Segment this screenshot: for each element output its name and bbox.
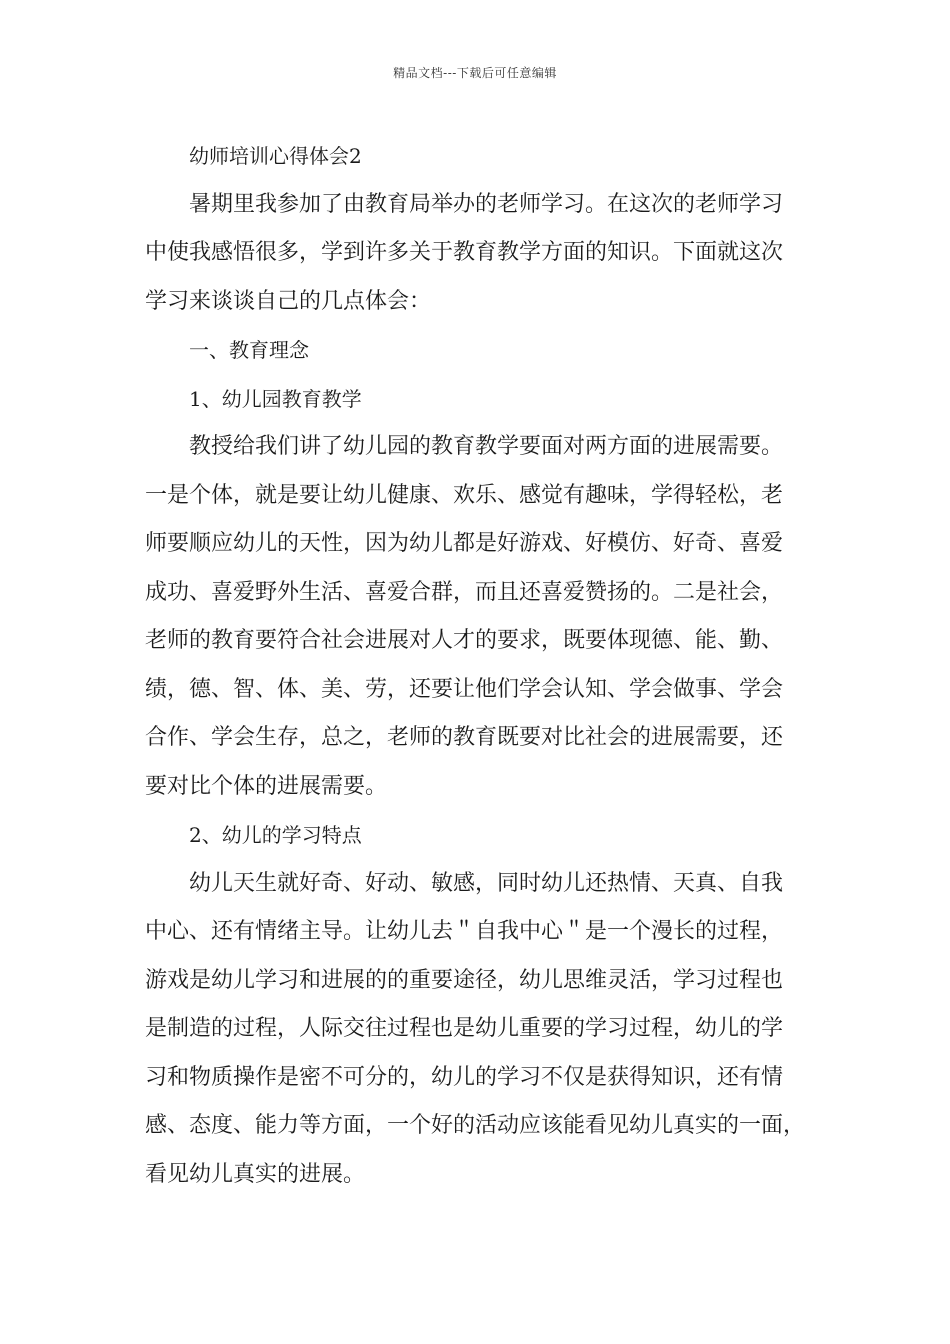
subsection-heading: 2、幼儿的学习特点 (189, 823, 362, 847)
paragraph-line: 感、态度、能力等方面，一个好的活动应该能看见幼儿真实的一面， (145, 1113, 806, 1138)
paragraph-line: 绩，德、智、体、美、劳，还要让他们学会认知、学会做事、学会 (145, 676, 784, 702)
paragraph-line: 看见幼儿真实的进展。 (145, 1161, 366, 1187)
paragraph-line: 老师的教育要符合社会进展对人才的要求，既要体现德、能、勤、 (145, 628, 784, 653)
paragraph-line: 中心、还有情绪主导。让幼儿去＂自我中心＂是一个漫长的过程， (145, 919, 784, 944)
intro-line: 中使我感悟很多，学到许多关于教育教学方面的知识。下面就这次 (145, 240, 784, 265)
subsection-heading: 1、幼儿园教育教学 (189, 386, 362, 411)
paragraph-line: 教授给我们讲了幼儿园的教育教学要面对两方面的进展需要。 (189, 434, 784, 459)
paragraph-line: 幼儿天生就好奇、好动、敏感，同时幼儿还热情、天真、自我 (189, 870, 784, 896)
document-title: 幼师培训心得体会2 (189, 144, 362, 168)
section-heading: 一、教育理念 (189, 338, 309, 362)
page-header: 精品文档---下载后可任意编辑 (393, 66, 557, 80)
paragraph-line: 一是个体，就是要让幼儿健康、欢乐、感觉有趣味，学得轻松，老 (145, 482, 784, 508)
paragraph-line: 要对比个体的进展需要。 (145, 773, 388, 799)
paragraph-line: 游戏是幼儿学习和进展的的重要途径，幼儿思维灵活，学习过程也 (145, 967, 784, 993)
document-body (145, 132, 825, 1199)
paragraph-line: 合作、学会生存，总之，老师的教育既要对比社会的进展需要，还 (145, 725, 784, 750)
paragraph-line: 是制造的过程，人际交往过程也是幼儿重要的学习过程，幼儿的学 (145, 1016, 784, 1041)
paragraph-line: 成功、喜爱野外生活、喜爱合群，而且还喜爱赞扬的。二是社会， (145, 579, 784, 605)
paragraph-line: 师要顺应幼儿的天性，因为幼儿都是好游戏、好模仿、好奇、喜爱 (145, 531, 784, 556)
paragraph-line: 习和物质操作是密不可分的，幼儿的学习不仅是获得知识，还有情 (145, 1064, 784, 1090)
intro-line: 暑期里我参加了由教育局举办的老师学习。在这次的老师学习 (189, 191, 784, 217)
intro-line: 学习来谈谈自己的几点体会： (145, 288, 432, 314)
